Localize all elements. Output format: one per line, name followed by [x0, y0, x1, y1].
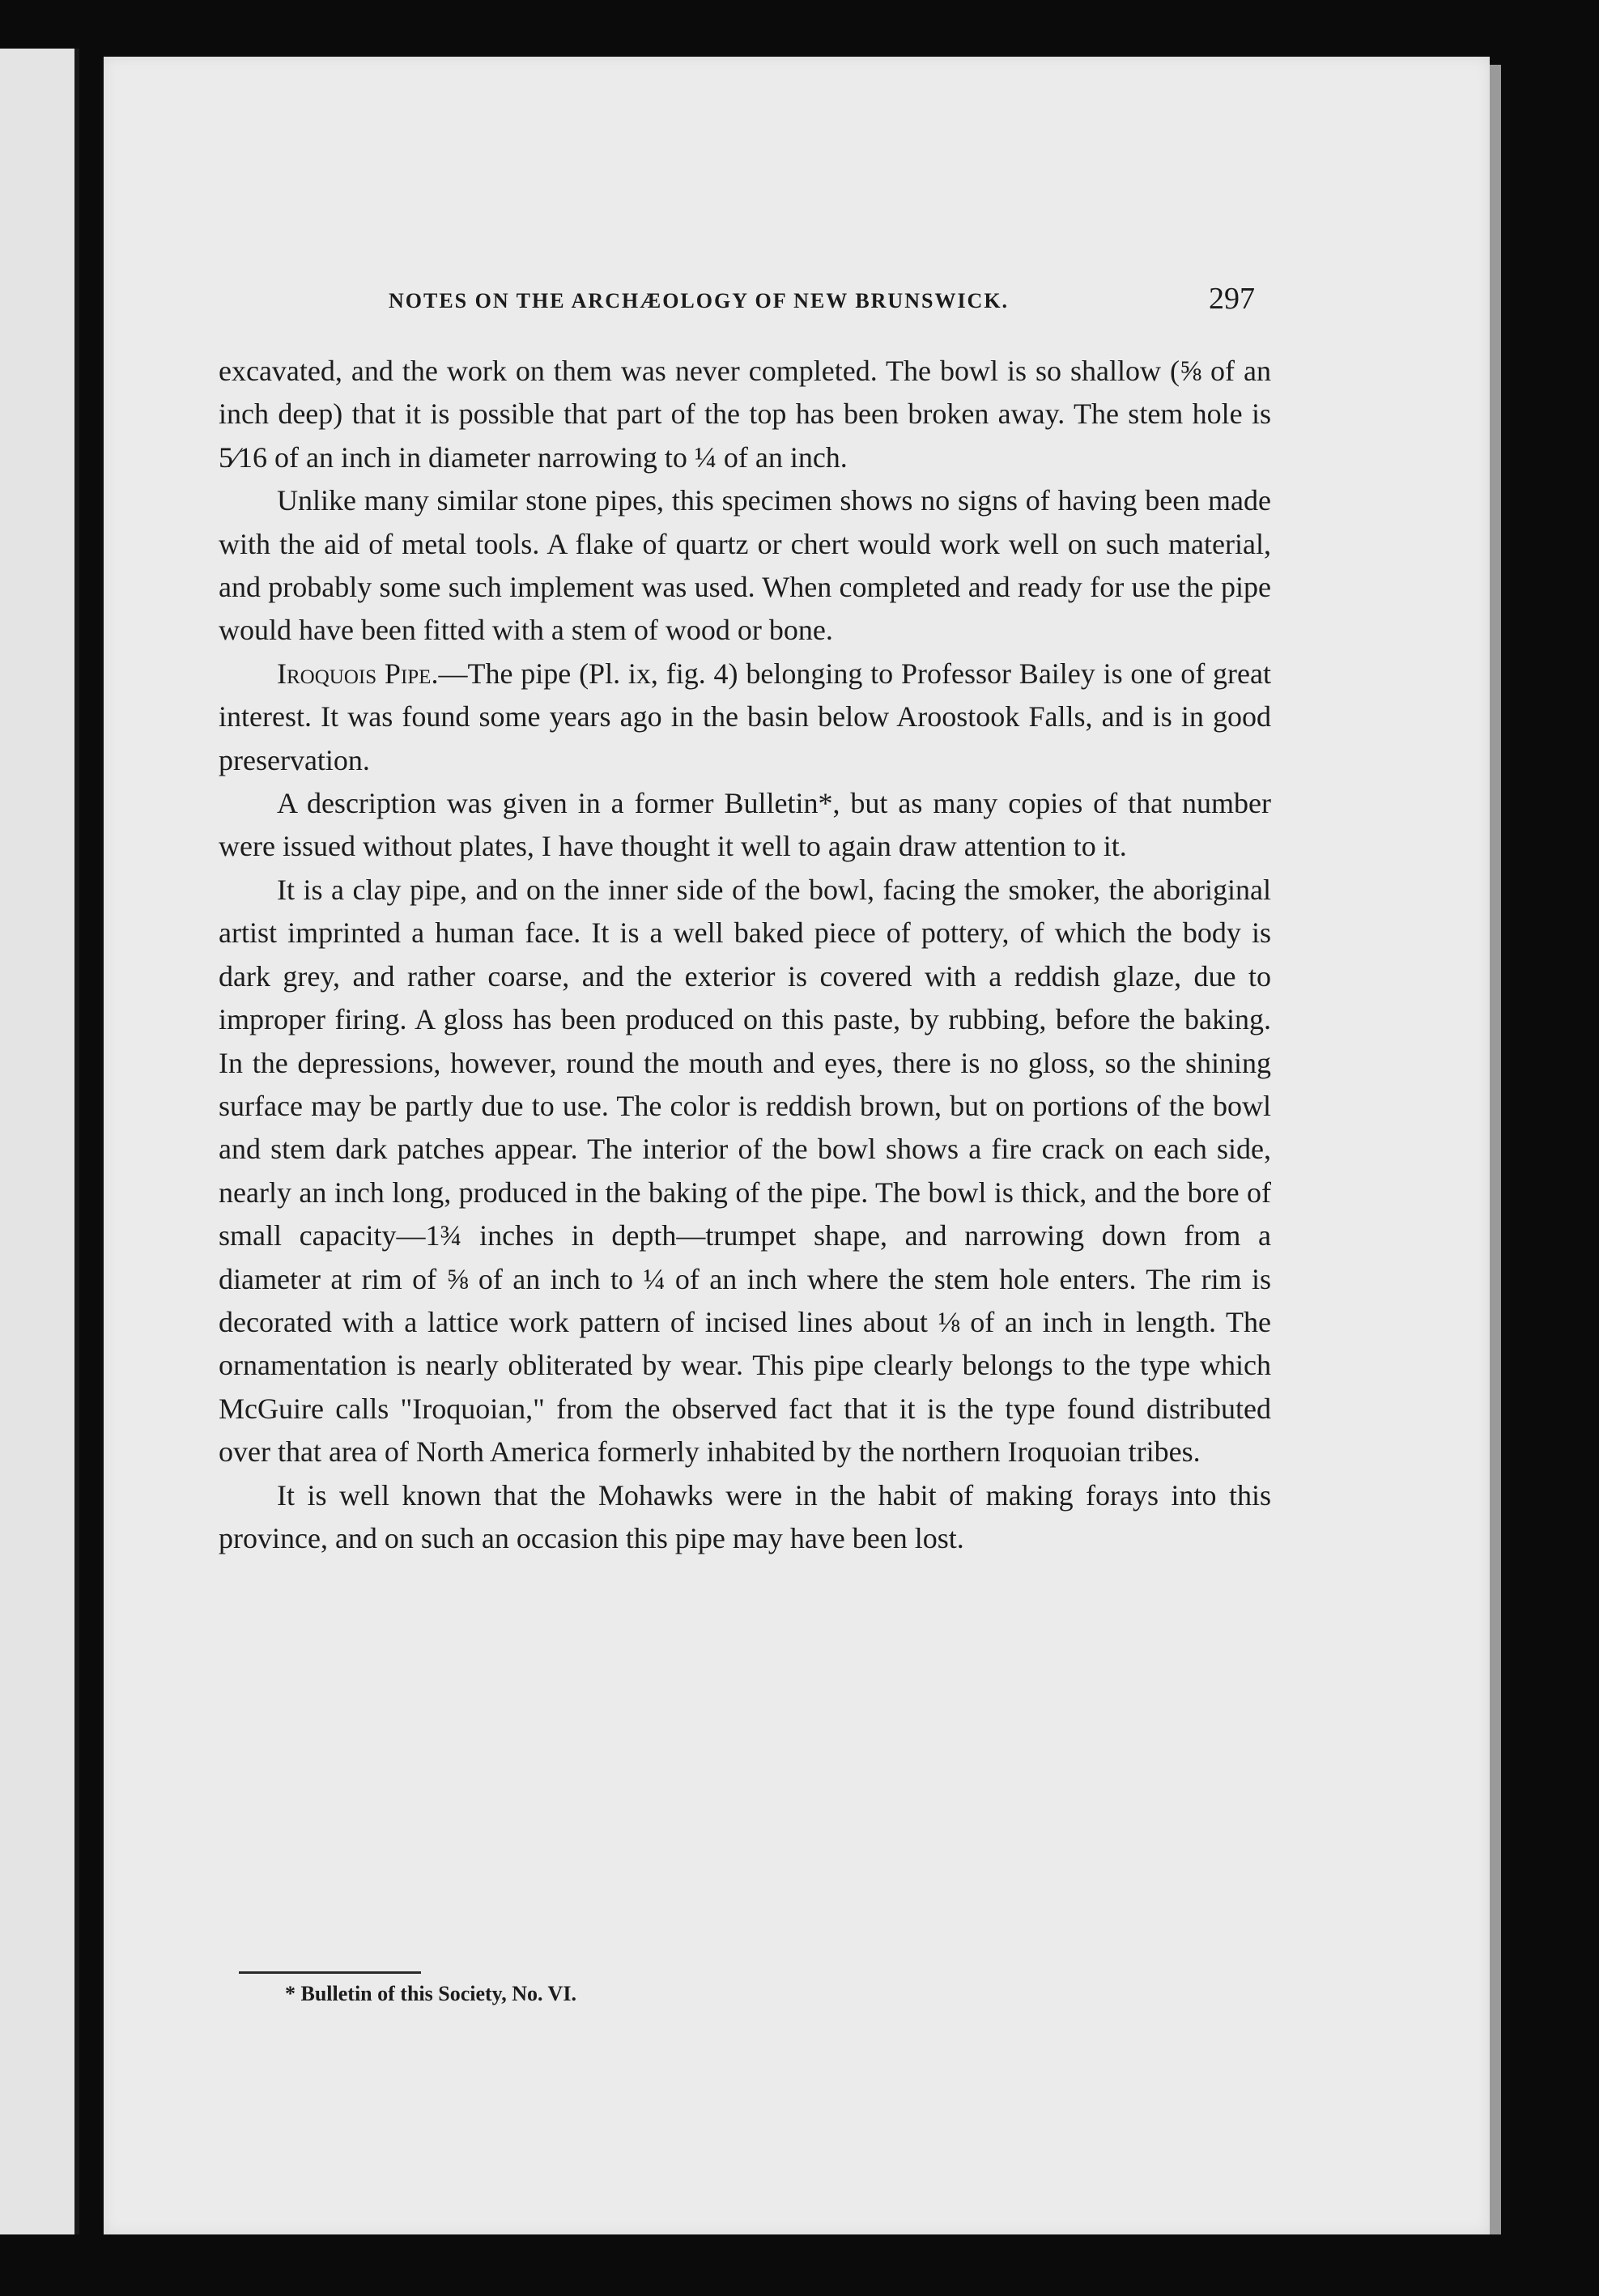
- page-number: 297: [1209, 282, 1255, 316]
- running-header-title: NOTES ON THE ARCHÆOLOGY OF NEW BRUNSWICK.: [389, 289, 1010, 313]
- left-page-edge: [0, 49, 79, 2234]
- paragraph: excavated, and the work on them was never completed. The bowl is so shallow (⅝ of an inch deep) that it is possible that part of the top has been broken away. The stem hole is 5⁄16 of an inch in diameter narrowing to ¼ of an inch.: [219, 355, 1271, 474]
- paragraph-iroquois-pipe: [219, 653, 1271, 782]
- paragraph: It is a clay pipe, and on the inner side of the bowl, facing the smoker, the aboriginal artist imprinted a human face. It is a well baked piece of pottery, of which the body is dark grey, and rather coarse, and the exterior is covered with a reddish glaze, due to improper firing. A gloss has been produced on this paste, by rubbing, before the baking. In the depressions, however, round the mouth and eyes, there is no gloss, so the shining surface may be partly due to use. The color is reddish brown, but on portions of the bowl and stem dark patches appear. The interior of the bowl shows a fire crack on each side, nearly an inch long, produced in the baking of the pipe. The bowl is thick, and the bore of small capacity—1¾ inches in depth—trumpet shape, and narrowing down from a diameter at rim of ⅝ of an inch to ¼ of an inch where the stem hole enters. The rim is decorated with a lattice work pattern of incised lines about ⅛ of an inch in length. The ornamentation is nearly obliterated by wear. This pipe clearly belongs to the type which McGuire calls "Iroquoian," from the observed fact that it is the type found distributed over that area of North America formerly inhabited by the northern Iroquoian tribes.: [219, 873, 1271, 1469]
- section-heading: Iroquois Pipe.—: [277, 657, 468, 690]
- running-header: [275, 281, 1255, 321]
- paragraph-text: The pipe (Pl. ix, fig. 4) belonging to Professor Bailey is one of great interest. It was found some years ago in the basin below Aroostook Falls, and is in good preservation.: [219, 657, 1271, 776]
- body-text: [219, 350, 1271, 1560]
- paragraph: A description was given in a former Bulletin*, but as many copies of that number were issued without plates, I have thought it well to again draw attention to it.: [219, 787, 1271, 863]
- footnote: * Bulletin of this Society, No. VI.: [285, 1982, 576, 2005]
- paragraph: Unlike many similar stone pipes, this specimen shows no signs of having been made with the aid of metal tools. A flake of quartz or chert would work well on such material, and probably some such implement was used. When completed and ready for use the pipe would have been fitted with a stem of wood or bone.: [219, 484, 1271, 647]
- right-page-edge: [1490, 65, 1501, 2234]
- footnote-rule: [239, 1971, 421, 1974]
- paragraph: It is well known that the Mohawks were in the habit of making forays into this province, and on such an occasion this pipe may have been lost.: [219, 1478, 1271, 1554]
